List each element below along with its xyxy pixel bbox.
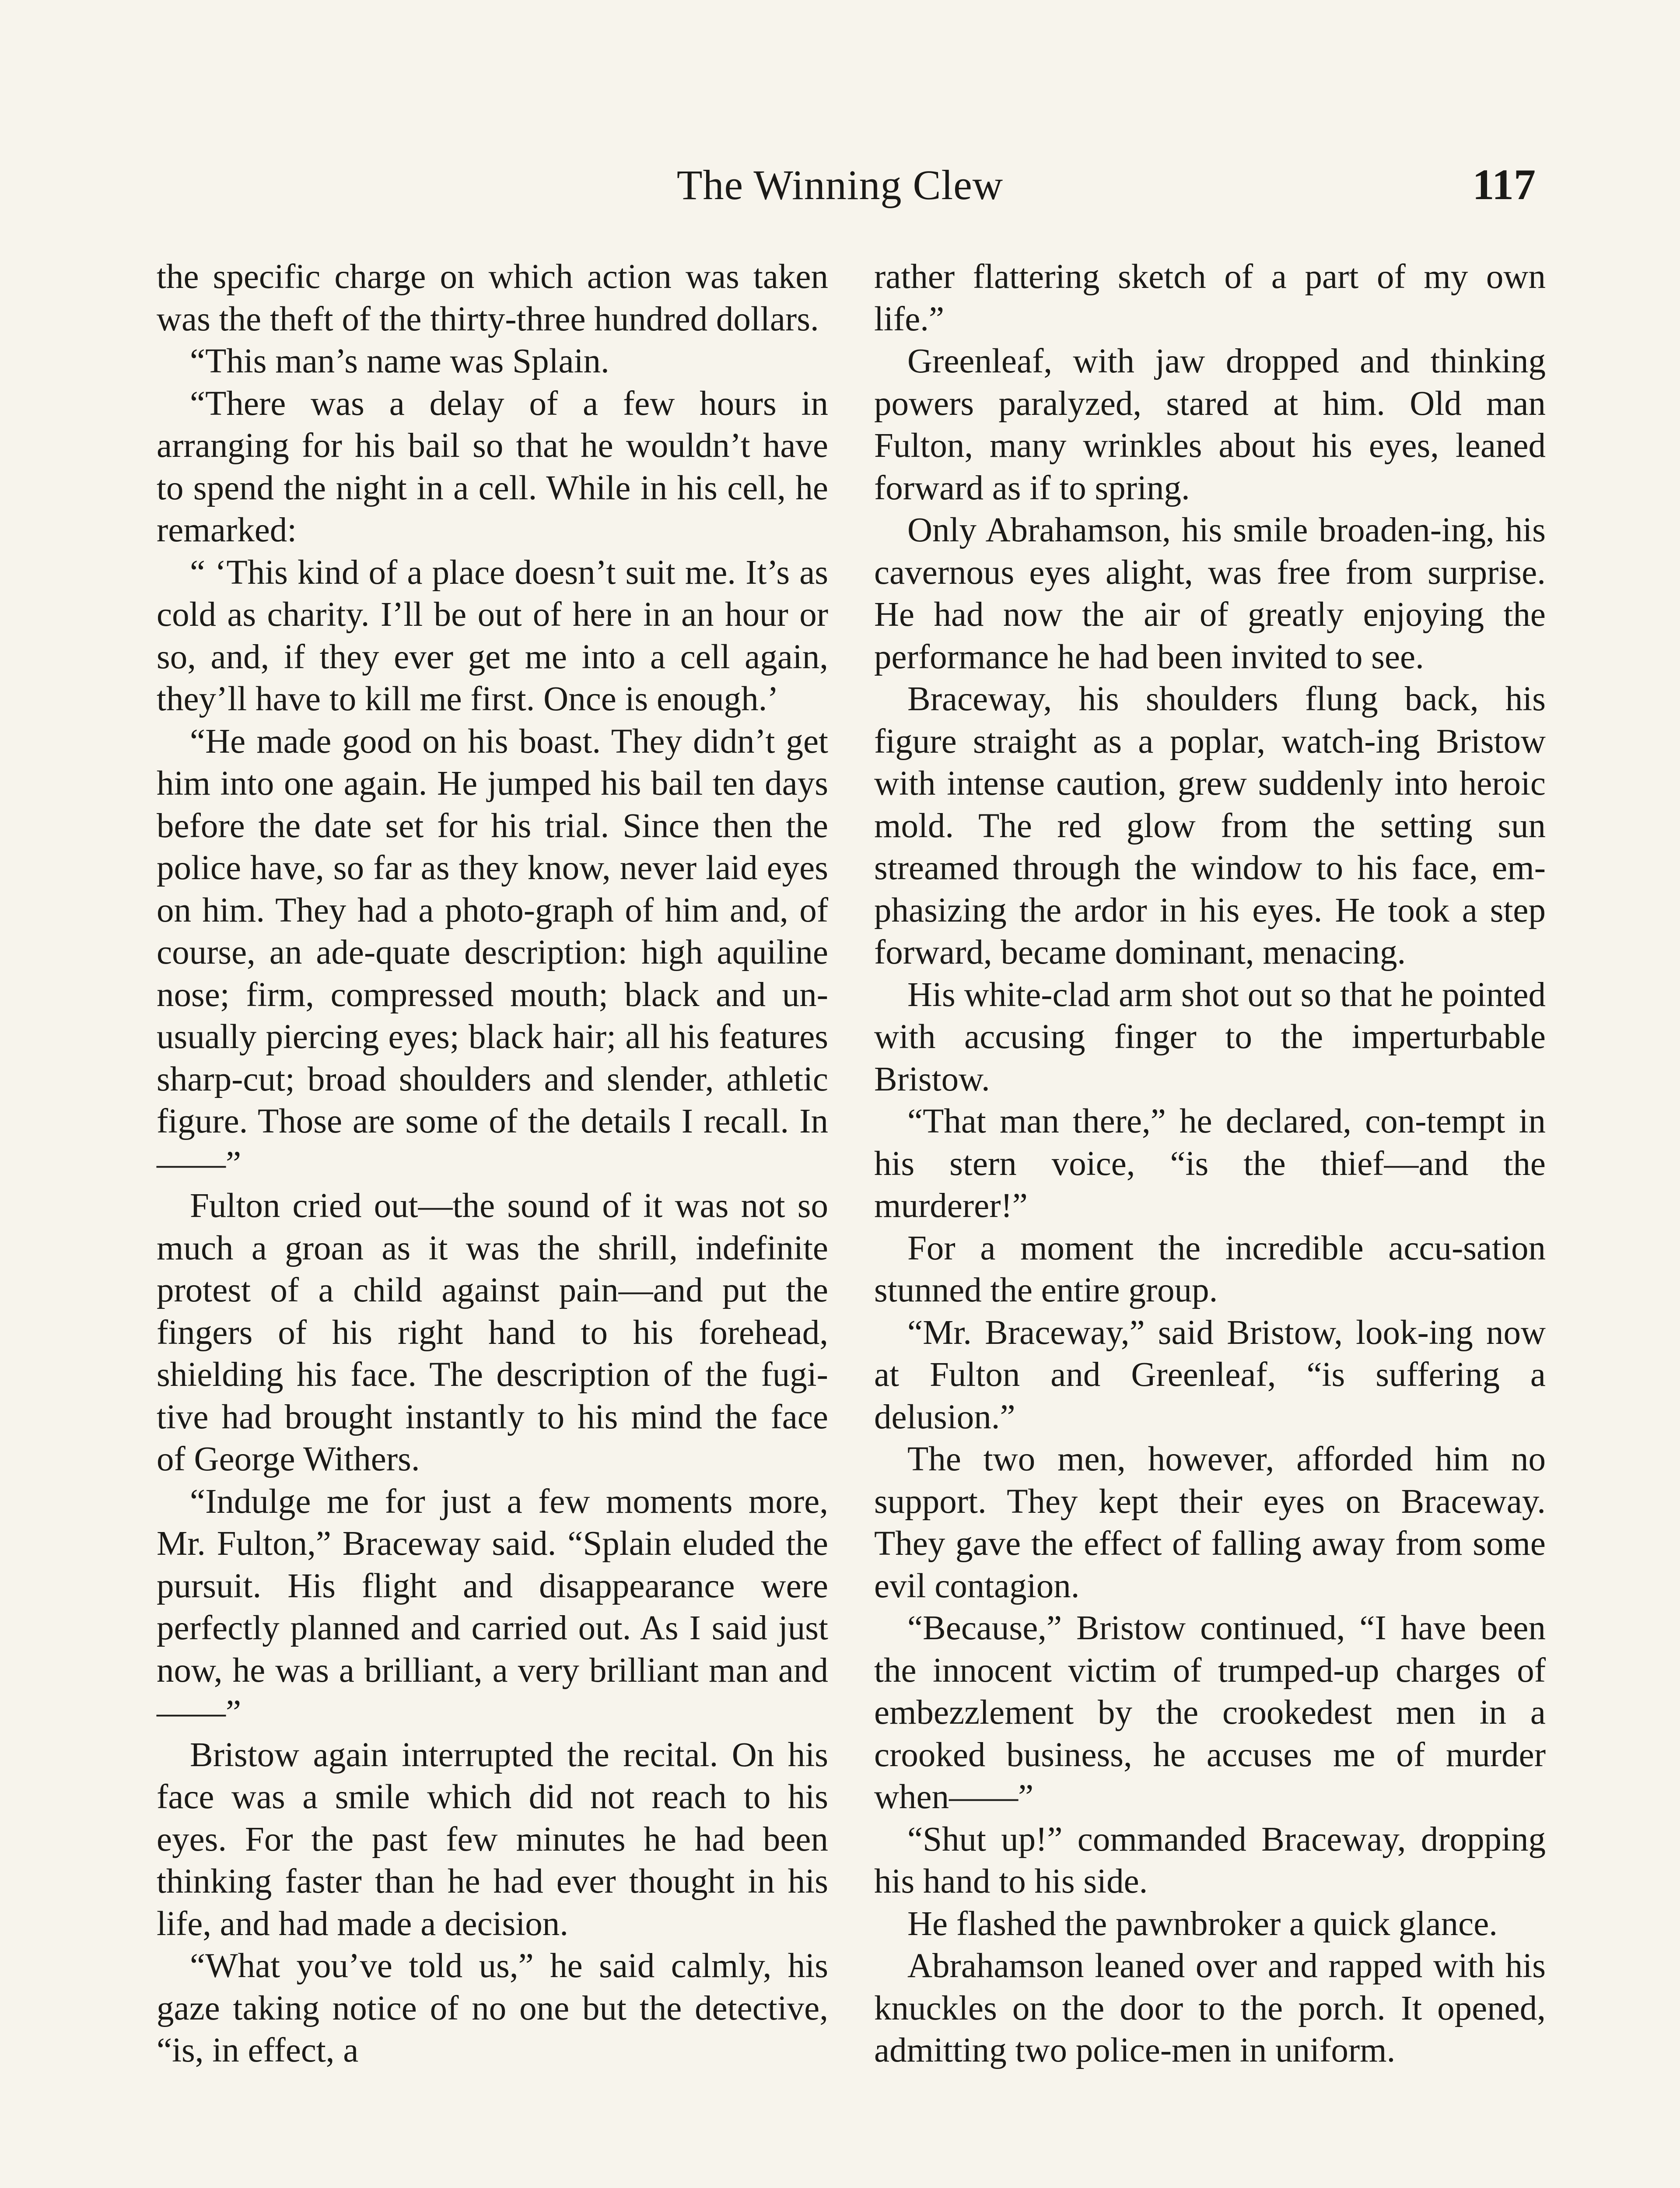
- left-column: [157, 256, 828, 2072]
- paragraph: “Because,” Bristow continued, “I have been the innocent victim of trumped-up charges of embezzlement by the crookedest men in a crooked business, he accuses me of murder when——”: [874, 1609, 1546, 1816]
- paragraph: Fulton cried out—the sound of it was not so much a groan as it was the shrill, indefinite protest of a child against pain—and put the fingers of his right hand to his forehead, shielding his face. The description of the fugi-tive had brought instantly to his mind the face of George Withers.: [157, 1187, 828, 1478]
- paragraph: “What you’ve told us,” he said calmly, his gaze taking notice of no one but the detective, “is, in effect, a: [157, 1947, 828, 2069]
- running-title: The Winning Clew: [676, 161, 1004, 208]
- paragraph: “ ‘This kind of a place doesn’t suit me. It’s as cold as charity. I’ll be out of here in an hour or so, and, if they ever get me into a cell again, they’ll have to kill me first. Once is enough.’: [157, 553, 828, 718]
- paragraph: the specific charge on which action was taken was the theft of the thirty-three hundred dollars.: [157, 258, 828, 338]
- paragraph: rather flattering sketch of a part of my own life.”: [874, 258, 1546, 338]
- paragraph: Greenleaf, with jaw dropped and thinking powers paralyzed, stared at him. Old man Fulton, many wrinkles about his eyes, leaned forward as if to spring.: [874, 342, 1546, 507]
- paragraph: His white-clad arm shot out so that he pointed with accusing finger to the imperturbable Bristow.: [874, 975, 1546, 1098]
- paragraph: Bristow again interrupted the recital. On his face was a smile which did not reach to his eyes. For the past few minutes he had been thinking faster than he had ever thought in his life, and had made a decision.: [157, 1736, 828, 1943]
- right-column: [874, 256, 1546, 2072]
- paragraph: “There was a delay of a few hours in arranging for his bail so that he wouldn’t have to spend the night in a cell. While in his cell, he remarked:: [157, 384, 828, 549]
- paragraph: For a moment the incredible accu-sation stunned the entire group.: [874, 1229, 1546, 1309]
- paragraph: Braceway, his shoulders flung back, his figure straight as a poplar, watch-ing Bristow with intense caution, grew suddenly into heroic mold. The red glow from the setting sun streamed through the window to his face, em-phasizing the ardor in his eyes. He took a step forward, became dominant, menacing.: [874, 680, 1546, 971]
- paragraph: “That man there,” he declared, con-tempt in his stern voice, “is the thief—and the murderer!”: [874, 1102, 1546, 1225]
- paragraph: The two men, however, afforded him no support. They kept their eyes on Braceway. They gave the effect of falling away from some evil contagion.: [874, 1440, 1546, 1605]
- paragraph: Only Abrahamson, his smile broaden-ing, his cavernous eyes alight, was free from surprise. He had now the air of greatly enjoying the performance he had been invited to see.: [874, 511, 1546, 676]
- paragraph: “Shut up!” commanded Braceway, dropping his hand to his side.: [874, 1820, 1546, 1900]
- paragraph: “Mr. Braceway,” said Bristow, look-ing now at Fulton and Greenleaf, “is suffering a delusion.”: [874, 1313, 1546, 1436]
- page-number: 117: [1472, 160, 1536, 209]
- paragraph: He flashed the pawnbroker a quick glance.: [907, 1904, 1498, 1943]
- paragraph: “This man’s name was Splain.: [190, 342, 609, 380]
- paragraph: “Indulge me for just a few moments more, Mr. Fulton,” Braceway said. “Splain eluded the pursuit. His flight and disappearance were perfectly planned and carried out. As I said just now, he was a brilliant, a very brilliant man and——”: [157, 1482, 828, 1732]
- paragraph: “He made good on his boast. They didn’t get him into one again. He jumped his bail ten days before the date set for his trial. Since then the police have, so far as they know, never laid eyes on him. They had a photo-graph of him and, of course, an ade-quate description: high aquiline nose; firm, compressed mouth; black and un-usually piercing eyes; black hair; all his features sharp-cut; broad shoulders and slender, athletic figure. Those are some of the details I recall. In——”: [157, 722, 828, 1183]
- paragraph: Abrahamson leaned over and rapped with his knuckles on the door to the porch. It opened, admitting two police-men in uniform.: [874, 1947, 1546, 2069]
